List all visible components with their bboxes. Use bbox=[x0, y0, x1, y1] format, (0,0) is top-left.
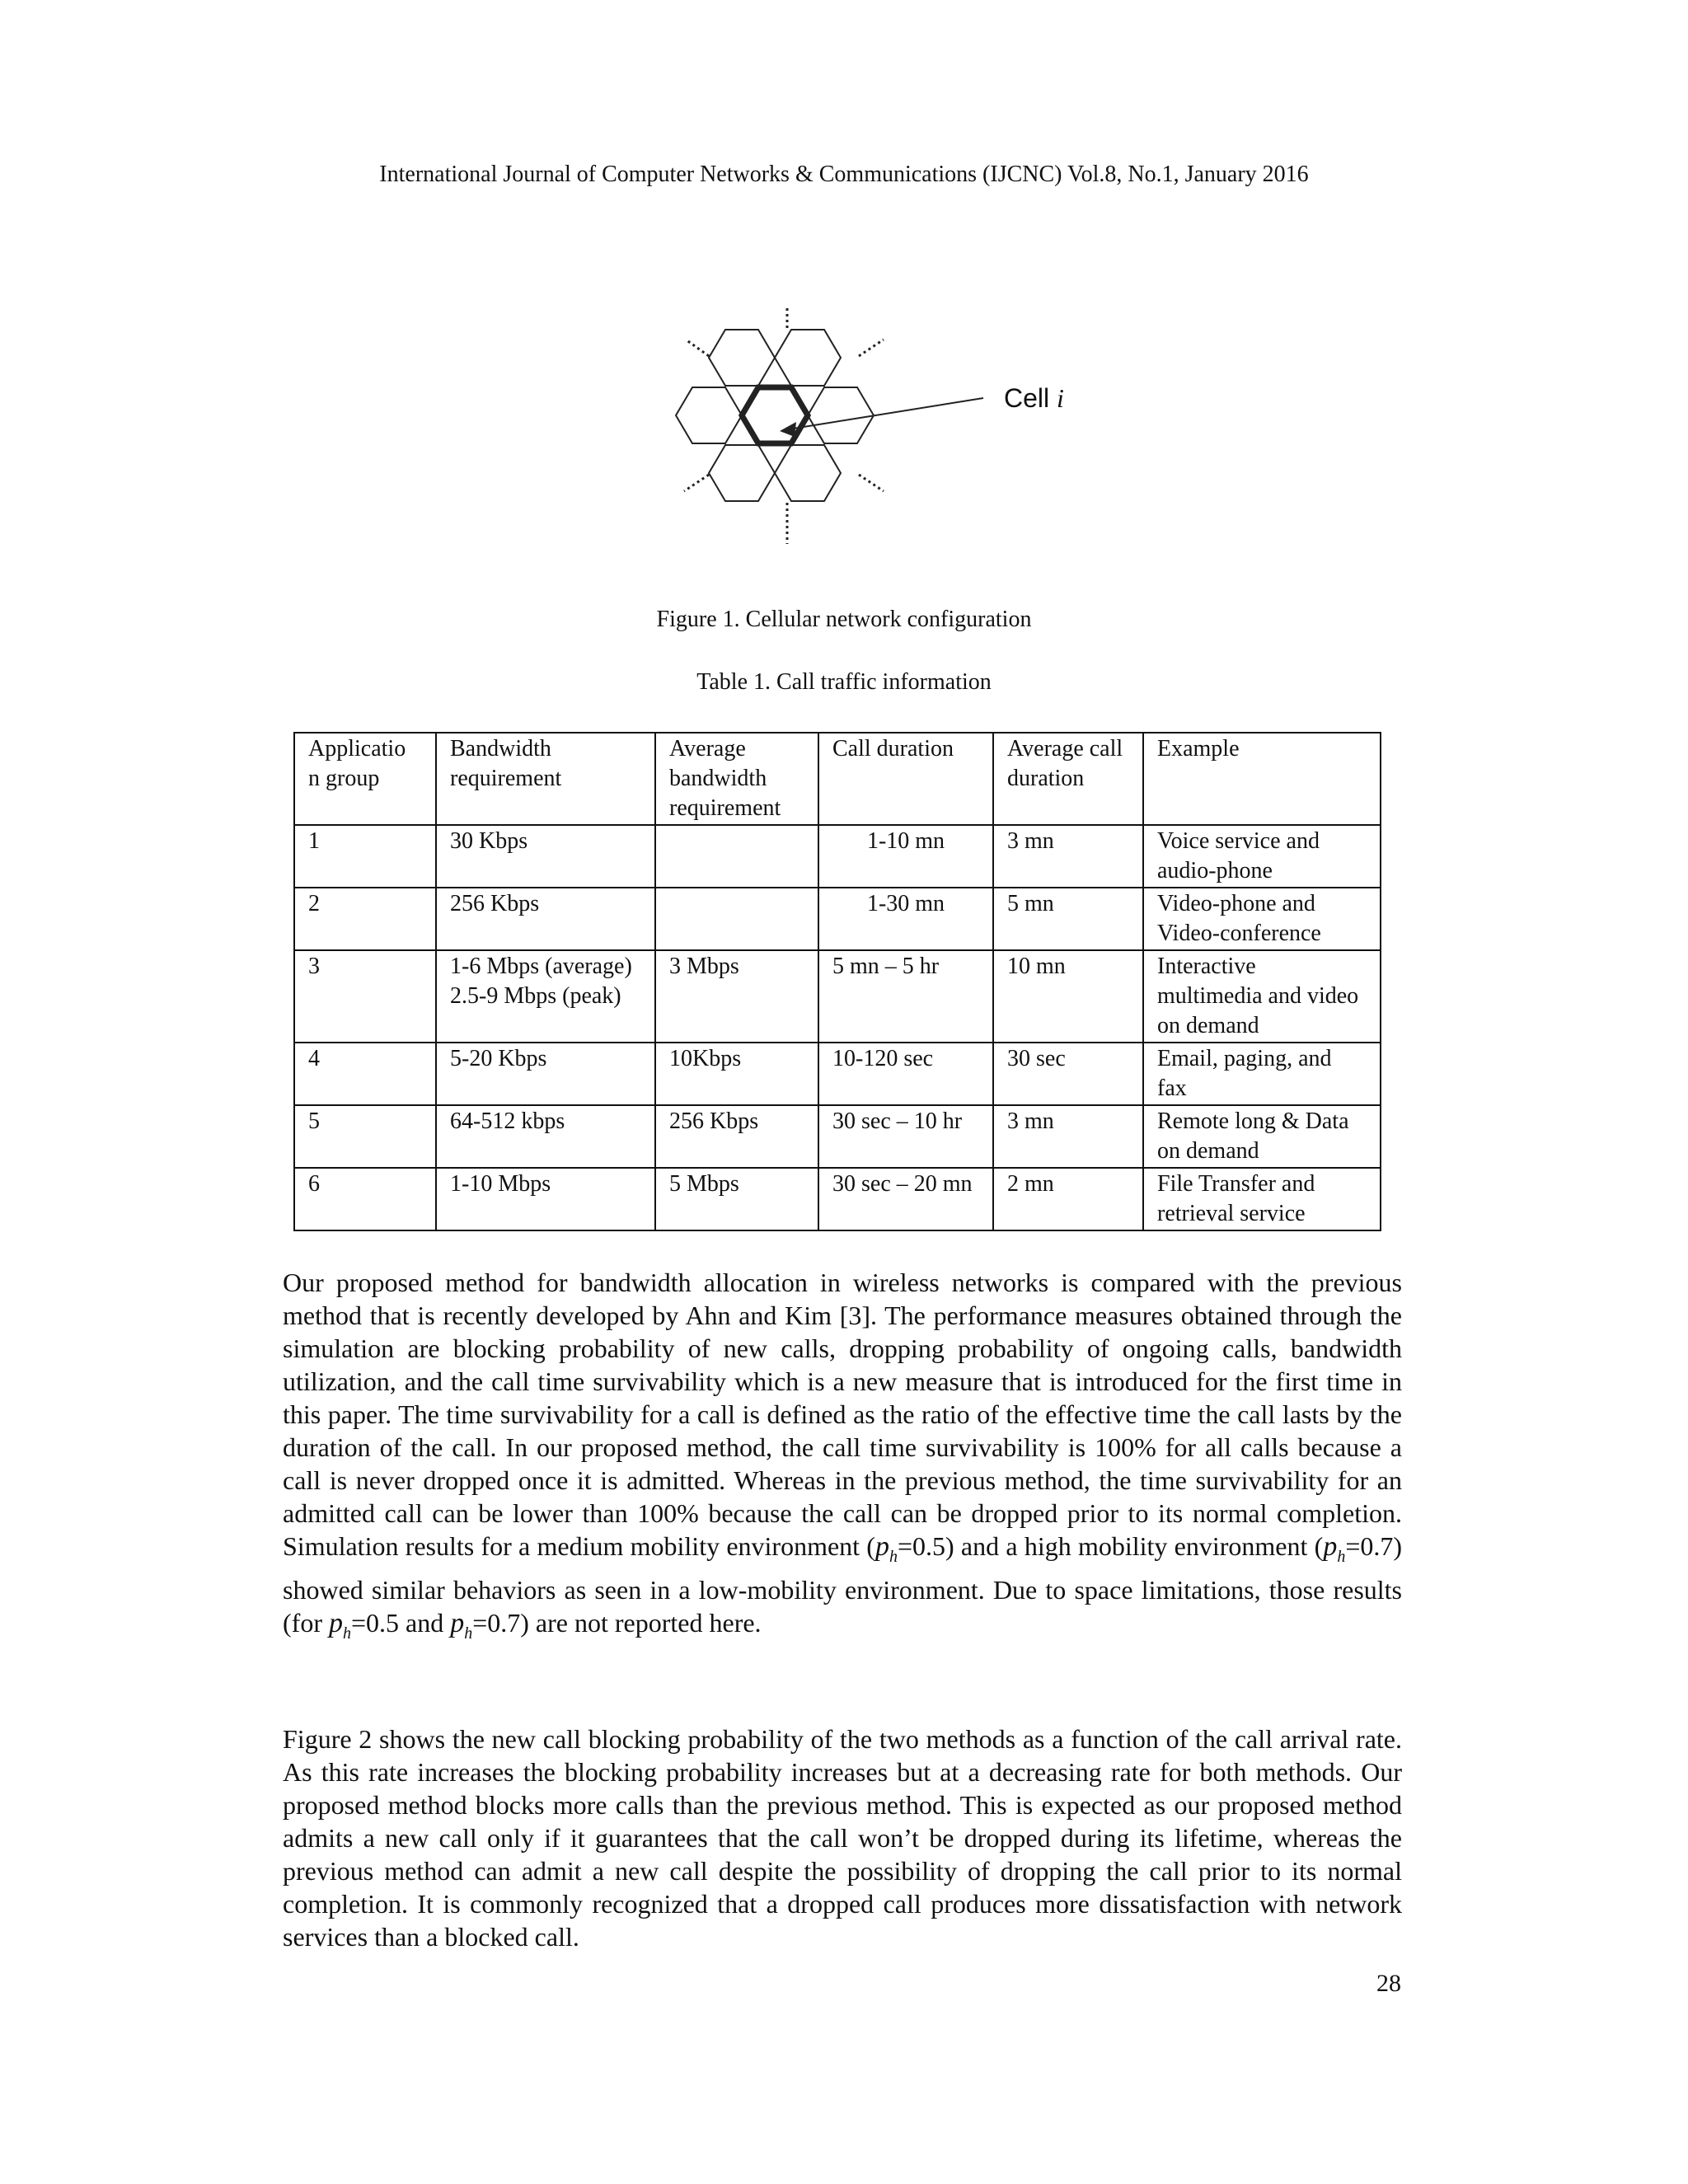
hexagon-cell-diagram bbox=[668, 305, 1096, 552]
table-cell bbox=[655, 888, 818, 950]
table-cell: 30 Kbps bbox=[436, 825, 655, 888]
table-cell: 10Kbps bbox=[655, 1043, 818, 1105]
table-cell: 64-512 kbps bbox=[436, 1105, 655, 1168]
table-cell: 4 bbox=[294, 1043, 436, 1105]
table-cell: 2 bbox=[294, 888, 436, 950]
running-header: International Journal of Computer Networks & Communications (IJCNC) Vol.8, No.1, January 2016 bbox=[379, 162, 1309, 187]
page-number: 28 bbox=[1376, 1970, 1401, 1997]
table-cell: 2 mn bbox=[993, 1168, 1143, 1230]
table-cell: 1 bbox=[294, 825, 436, 888]
table-row bbox=[294, 1105, 1381, 1168]
table-row bbox=[294, 1168, 1381, 1230]
table-cell: File Transfer and retrieval service bbox=[1143, 1168, 1381, 1230]
table-cell: 10 mn bbox=[993, 950, 1143, 1043]
table-cell: 10-120 sec bbox=[818, 1043, 993, 1105]
header-cell: Average call duration bbox=[993, 733, 1143, 825]
table-cell: Video-phone and Video-conference bbox=[1143, 888, 1381, 950]
table-cell: 30 sec bbox=[993, 1043, 1143, 1105]
table-cell: 3 mn bbox=[993, 1105, 1143, 1168]
body-paragraph-2: Figure 2 shows the new call blocking probability of the two methods as a function of the call arrival rate. As this rate increases the blocking probability increases but at a decreasing rate for both methods. Our proposed method blocks more calls than the previous method. This is expected as our proposed method admits a new call only if it guarantees that the call won’t be dropped during its lifetime, whereas the previous method can admit a new call despite the possibility of dropping the call prior to its normal completion. It is commonly recognized that a dropped call produces more dissatisfaction with network services than a blocked call. bbox=[283, 1724, 1402, 1952]
table-cell: 1-10 Mbps bbox=[436, 1168, 655, 1230]
header-cell: Average bandwidth requirement bbox=[655, 733, 818, 825]
table-cell: 1-10 mn bbox=[818, 825, 993, 888]
table-row bbox=[294, 1043, 1381, 1105]
table-row bbox=[294, 825, 1381, 888]
table-cell bbox=[655, 825, 818, 888]
table-cell: 5 Mbps bbox=[655, 1168, 818, 1230]
table-cell: 30 sec – 10 hr bbox=[818, 1105, 993, 1168]
cell-label: Cell i bbox=[1004, 383, 1064, 413]
body-paragraph-1: Our proposed method for bandwidth allocation in wireless networks is compared with the previous method that is recently developed by Ahn and Kim [3]. The performance measures obtained through the simulation are blocking probability of new calls, dropping probability of ongoing calls, bandwidth utilization, and the call time survivability which is a new measure that is introduced for the first time in this paper. The time survivability for a call is defined as the ratio of the effective time the call lasts by the duration of the call. In our proposed method, the call time survivability is 100% for all calls because a call is never dropped once it is admitted. Whereas in the previous method, the time survivability for an admitted call can be lower than 100% because the call can be dropped prior to its normal completion. Simulation results for a medium mobility environment $(p_h=0.5)$ and a high mobility environment $(p_h=0.7)$ showed similar behaviors as seen in a low-mobility environment. Due to space limitations, those results (for $p_h=0.5$ and $p_h=0.7$) are not reported here. bbox=[283, 1268, 1403, 1643]
table-cell: 3 Mbps bbox=[655, 950, 818, 1043]
table-header-row bbox=[294, 733, 1381, 825]
table-cell: Voice service and audio-phone bbox=[1143, 825, 1381, 888]
table-row bbox=[294, 950, 1381, 1043]
table-cell: 6 bbox=[294, 1168, 436, 1230]
table-cell: 5-20 Kbps bbox=[436, 1043, 655, 1105]
header-cell: Bandwidth requirement bbox=[436, 733, 655, 825]
table-cell: Remote long & Data on demand bbox=[1143, 1105, 1381, 1168]
header-cell: Call duration bbox=[818, 733, 993, 825]
table-caption: Table 1. Call traffic information bbox=[696, 669, 992, 695]
table-cell: 5 bbox=[294, 1105, 436, 1168]
table-cell: 256 Kbps bbox=[655, 1105, 818, 1168]
table-cell: 5 mn – 5 hr bbox=[818, 950, 993, 1043]
table-cell: Interactive multimedia and video on demand bbox=[1143, 950, 1381, 1043]
call-traffic-table bbox=[293, 732, 1381, 1231]
header-cell: Applicatio n group bbox=[294, 733, 436, 825]
table-cell: 5 mn bbox=[993, 888, 1143, 950]
table-cell: 1-30 mn bbox=[818, 888, 993, 950]
center-cell-hexagon bbox=[742, 387, 808, 443]
cellular-network-figure bbox=[668, 305, 1096, 552]
table-cell: 1-6 Mbps (average) 2.5-9 Mbps (peak) bbox=[436, 950, 655, 1043]
table-cell: 3 mn bbox=[993, 825, 1143, 888]
table-cell: 30 sec – 20 mn bbox=[818, 1168, 993, 1230]
table-row bbox=[294, 888, 1381, 950]
table-cell: 3 bbox=[294, 950, 436, 1043]
header-cell: Example bbox=[1143, 733, 1381, 825]
table-cell: Email, paging, and fax bbox=[1143, 1043, 1381, 1105]
arrow-head bbox=[780, 422, 796, 437]
table-cell: 256 Kbps bbox=[436, 888, 655, 950]
figure-caption: Figure 1. Cellular network configuration bbox=[656, 607, 1032, 632]
